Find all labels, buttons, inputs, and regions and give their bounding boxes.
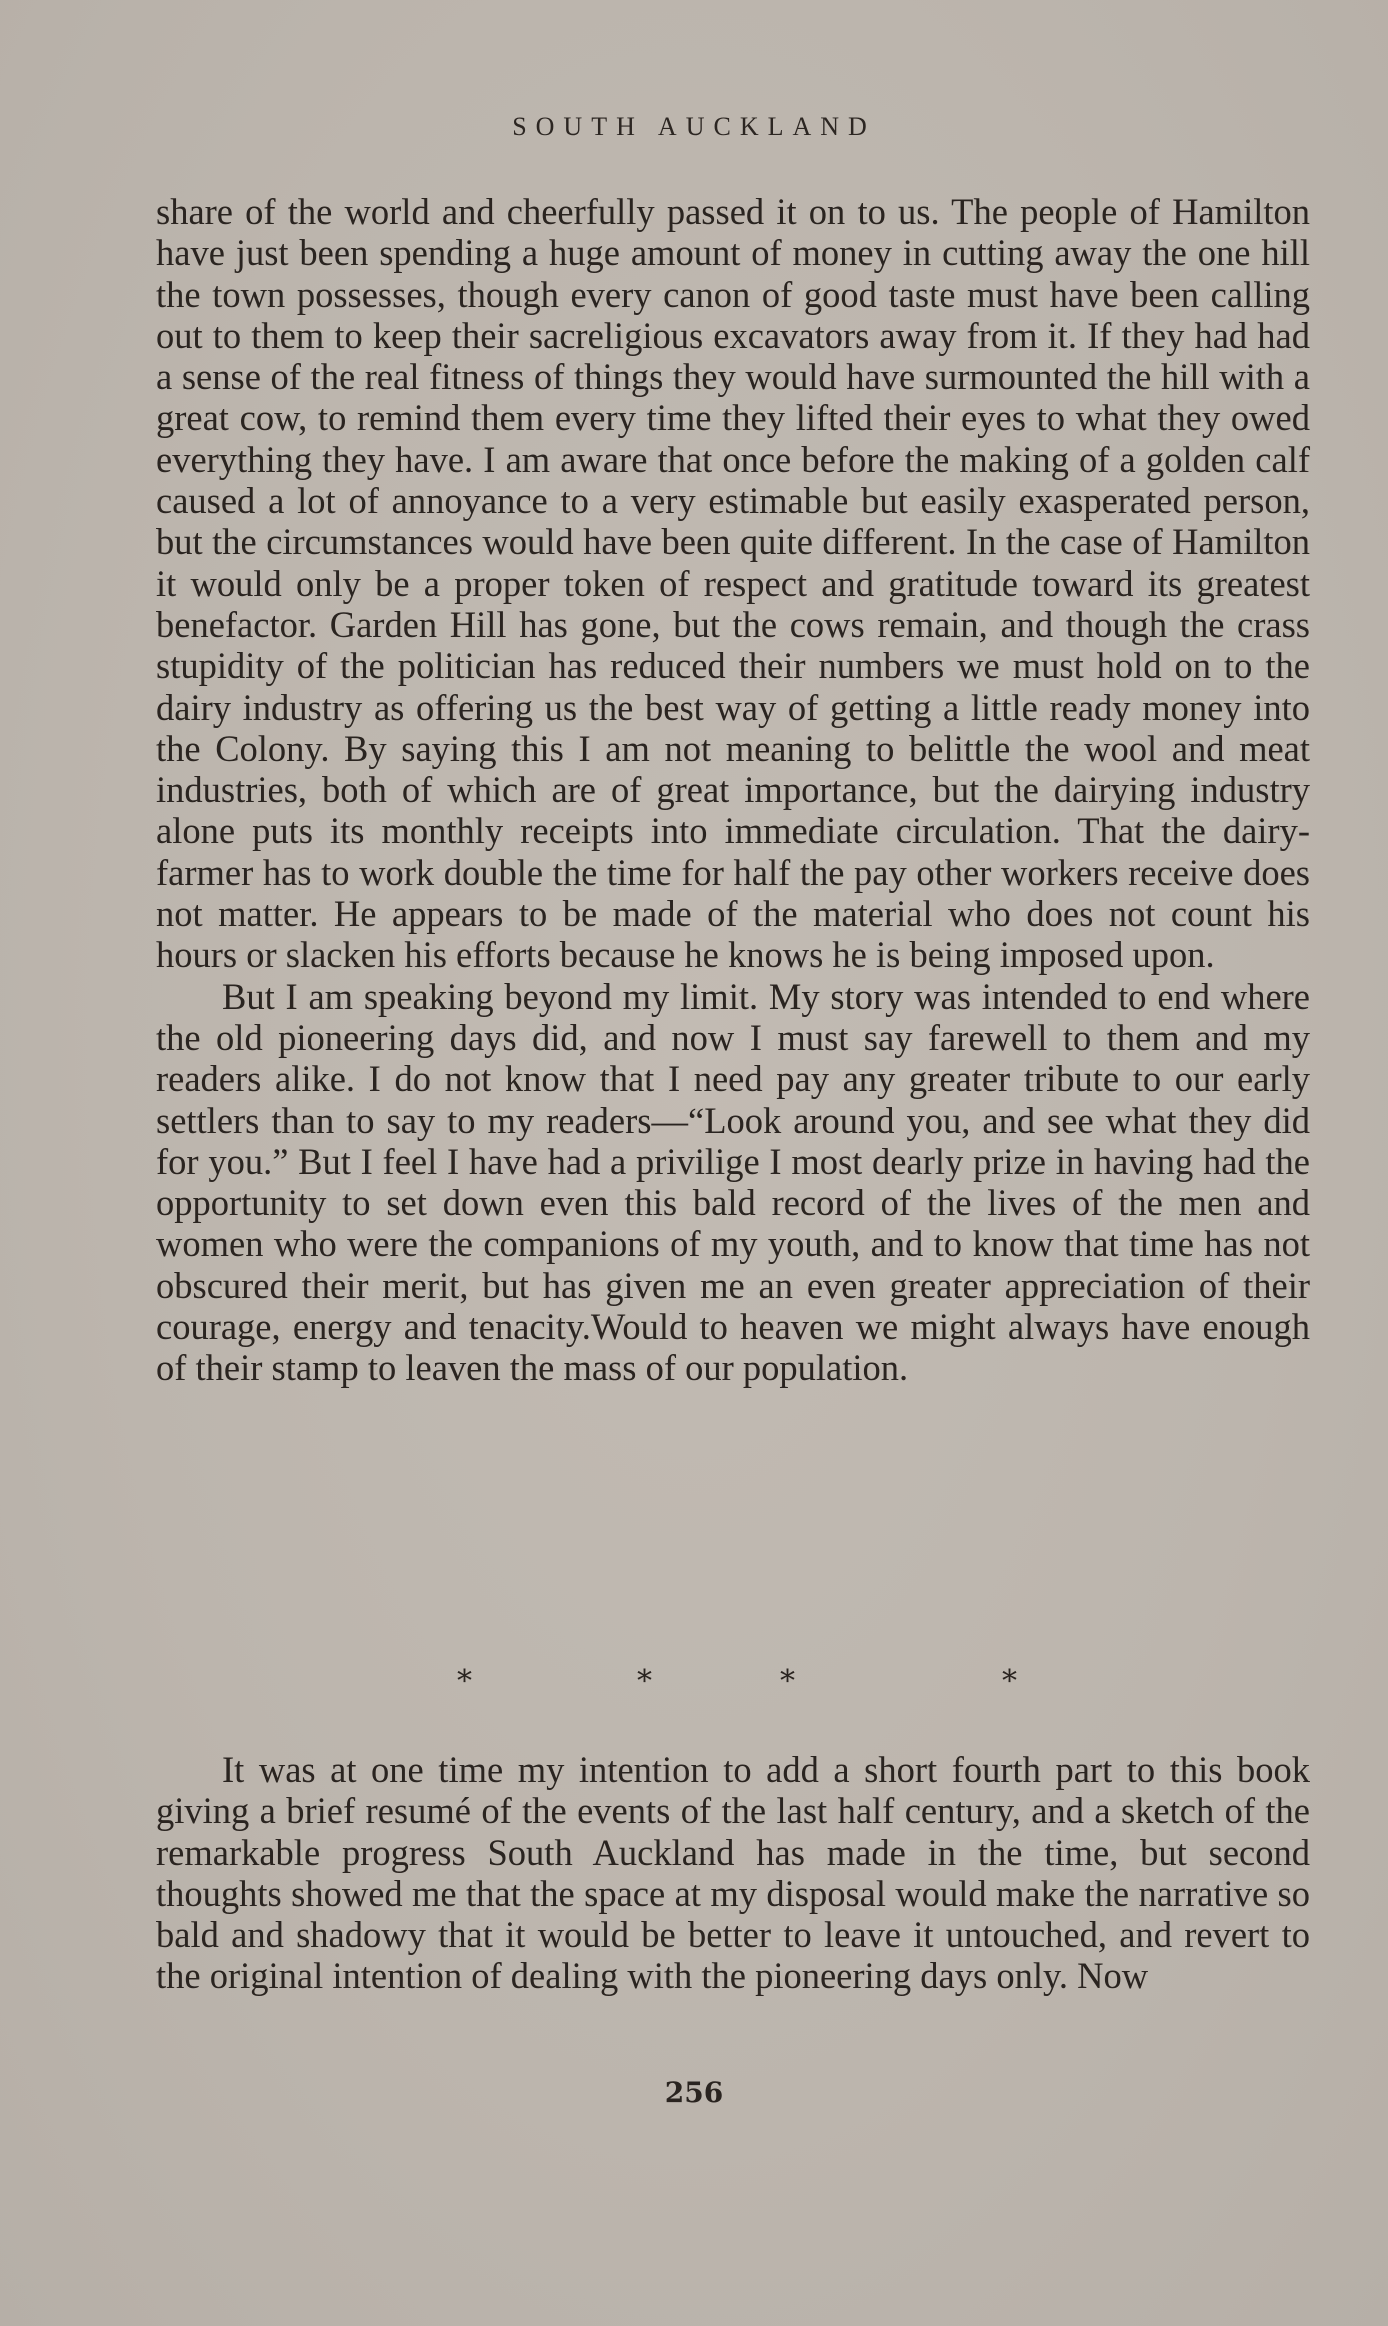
asterisk: * bbox=[637, 1664, 652, 1699]
asterisk: * bbox=[457, 1664, 472, 1699]
text-block-top bbox=[156, 191, 1310, 1389]
page-number: 256 bbox=[664, 2076, 724, 2109]
asterisk: * bbox=[1002, 1664, 1017, 1699]
asterisk: * bbox=[780, 1664, 795, 1699]
running-head: SOUTH AUCKLAND bbox=[512, 112, 876, 141]
section-break-asterisks bbox=[0, 1664, 1388, 1704]
text-block-bottom bbox=[156, 1749, 1310, 1997]
paragraph-farewell: But I am speaking beyond my limit. My story was intended to end where the old pioneering days did, and now I must say farewell to them and my readers alike. I do not know that I need pay any greater tribute to our early settlers than to say to my readers—“Look around you, and see what they did for you.” But I feel I have had a privilige I most dearly prize in having had the opportunity to set down even this bald record of the lives of the men and women who were the companions of my youth, and to know that time has not obscured their merit, but has given me an even greater appreciation of their courage, energy and tenacity.Would to heaven we might always have enough of their stamp to leaven the mass of our population. bbox=[156, 975, 1310, 1389]
paragraph-closing-note: It was at one time my intention to add a short fourth part to this book giving a brief resumé of the events of the last half century, and a sketch of the remarkable progress South Auckland has made in the time, but second thoughts showed me that the space at my disposal would make the narrative so bald and shadowy that it would be better to leave it untouched, and revert to the original intention of dealing with the pioneering days only. Now bbox=[156, 1749, 1310, 1997]
paragraph-continued: share of the world and cheerfully passed it on to us. The people of Hamilton have just been spending a huge amount of money in cutting away the one hill the town possesses, though every canon of good taste must have been calling out to them to keep their sacreligious excavators away from it. If they had had a sense of the real fitness of things they would have surmounted the hill with a great cow, to remind them every time they lifted their eyes to what they owed everything they have. I am aware that once before the making of a golden calf caused a lot of annoyance to a very estimable but easily exasperated person, but the circumstances would have been quite different. In the case of Hamilton it would only be a proper token of respect and gratitude toward its greatest benefactor. Garden Hill has gone, but the cows remain, and though the crass stupidity of the politician has reduced their numbers we must hold on to the dairy industry as offering us the best way of getting a little ready money into the Colony. By saying this I am not meaning to belittle the wool and meat industries, both of which are of great importance, but the dairying industry alone puts its monthly receipts into immediate circulation. That the dairy-farmer has to work double the time for half the pay other workers receive does not matter. He appears to be made of the material who does not count his hours or slacken his efforts because he knows he is being imposed upon. bbox=[156, 191, 1310, 976]
